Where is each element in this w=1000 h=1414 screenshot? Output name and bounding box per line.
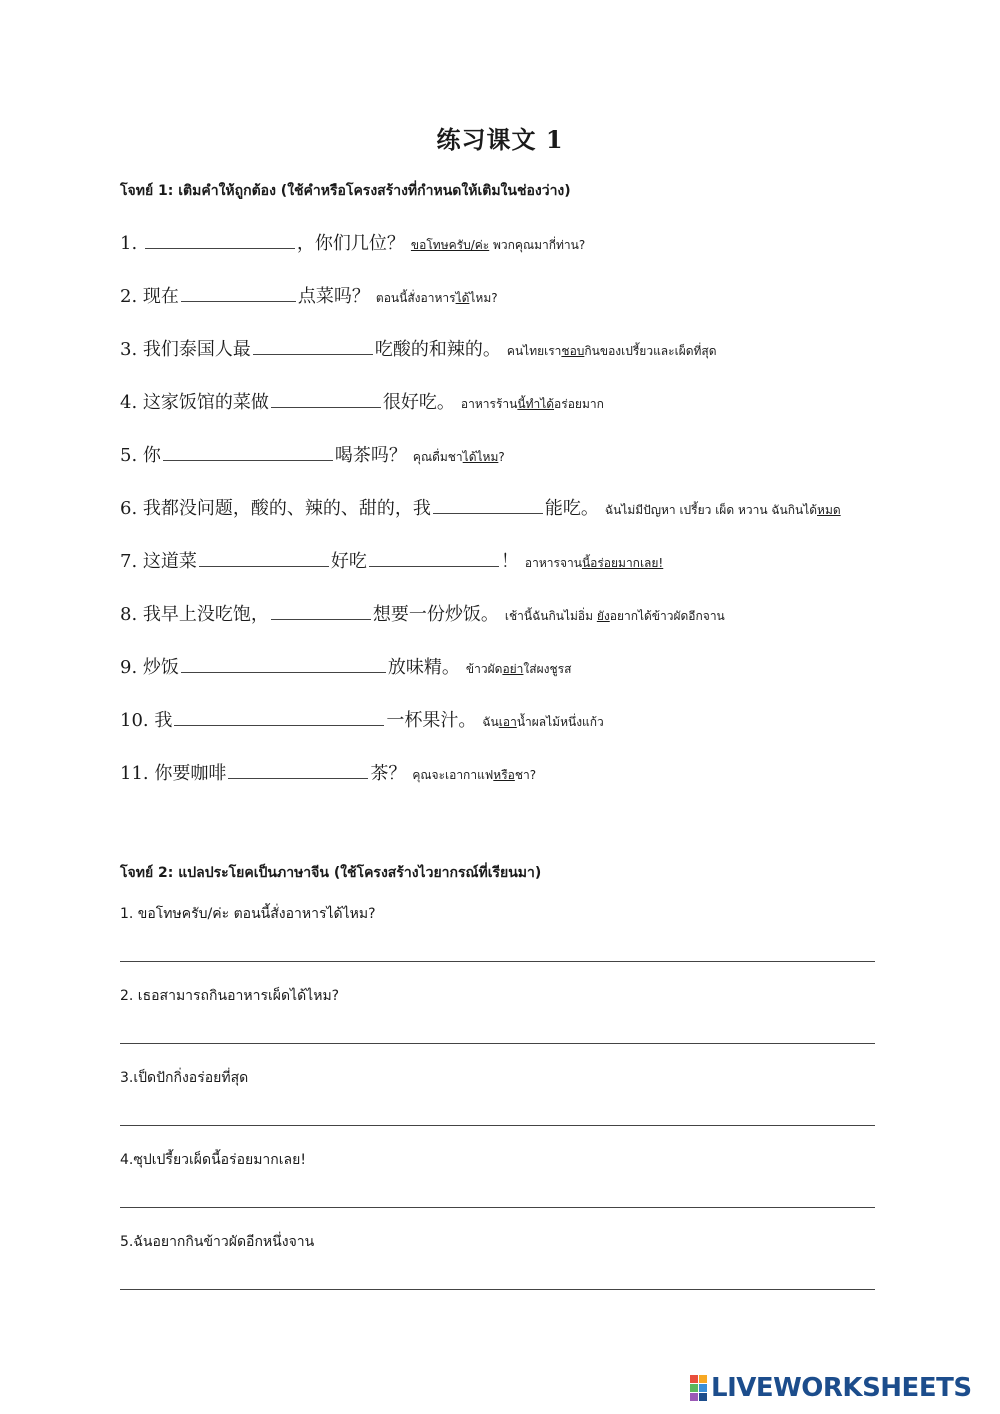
- exercise1-question-4: [120, 389, 604, 416]
- answer-blank[interactable]: [174, 707, 384, 726]
- thai-text: ฉัน: [482, 715, 499, 729]
- question-number: 11.: [120, 763, 149, 784]
- thai-text: อร่อยมาก: [554, 397, 604, 411]
- answer-blank[interactable]: [181, 654, 386, 673]
- thai-keyword: ได้ไหม: [462, 450, 499, 464]
- thai-translation: [412, 768, 536, 782]
- question-text-before: 现在: [142, 286, 179, 307]
- question-text-after: 喝茶吗？: [334, 445, 407, 466]
- question-number: 3.: [120, 339, 138, 360]
- answer-blank[interactable]: [271, 601, 371, 620]
- answer-blank[interactable]: [163, 442, 333, 461]
- thai-keyword: ยัง: [596, 609, 610, 623]
- exercise1-heading: โจทย์ 1: เติมคำให้ถูกต้อง (ใช้คำหรือโครงสร้างที่กำหนดให้เติมในช่องว่าง): [120, 183, 571, 199]
- logo-square: [690, 1375, 698, 1383]
- thai-text: คุณจะเอากาแฟ: [412, 768, 494, 782]
- logo-square: [690, 1384, 698, 1392]
- logo-icon: [690, 1375, 707, 1401]
- exercise1-question-3: [120, 336, 717, 363]
- liveworksheets-logo: [690, 1373, 972, 1403]
- exercise1-question-11: [120, 760, 536, 787]
- translation-question-5: 5.ฉันอยากกินข้าวผัดอีกหนึ่งจาน: [120, 1234, 315, 1250]
- question-text-before: 这家饭馆的菜做: [142, 392, 269, 413]
- thai-translation: [461, 397, 604, 411]
- thai-text: คนไทยเรา: [506, 344, 562, 358]
- thai-text: ฉันไม่มีปัญหา เปรี้ยว เผ็ด หวาน ฉันกินได้: [604, 503, 818, 517]
- question-number: 7.: [120, 551, 138, 572]
- logo-square: [690, 1393, 698, 1401]
- thai-text: ตอนนี้สั่งอาหาร: [375, 291, 456, 305]
- thai-keyword: หรือ: [493, 768, 515, 782]
- thai-text: อาหารจาน: [524, 556, 582, 570]
- question-text-after: 想要一份炒饭。: [372, 604, 499, 625]
- answer-blank[interactable]: [271, 389, 381, 408]
- question-text-middle: 好吃: [330, 551, 367, 572]
- question-number: 9.: [120, 657, 138, 678]
- thai-text: อยากได้ข้าวผัดอีกจาน: [609, 609, 725, 623]
- question-text-after: ，你们几位？: [296, 233, 405, 254]
- thai-text: น้ำผลไม้หนึ่งแก้ว: [516, 715, 604, 729]
- thai-translation: [505, 609, 725, 623]
- thai-translation: [376, 291, 498, 305]
- question-number: 6.: [120, 498, 138, 519]
- thai-keyword: ได้: [455, 291, 470, 305]
- exercise1-question-9: [120, 654, 571, 681]
- thai-text: พวกคุณมากี่ท่าน?: [489, 238, 586, 252]
- question-text-after: 能吃。: [544, 498, 599, 519]
- answer-line[interactable]: [120, 1043, 875, 1044]
- question-text-after: 点菜吗？: [297, 286, 370, 307]
- answer-line[interactable]: [120, 1125, 875, 1126]
- thai-text: ?: [498, 450, 505, 464]
- answer-blank[interactable]: [369, 548, 499, 567]
- translation-question-2: 2. เธอสามารถกินอาหารเผ็ดได้ไหม?: [120, 988, 340, 1004]
- question-text-after: 吃酸的和辣的。: [374, 339, 501, 360]
- answer-line[interactable]: [120, 1207, 875, 1208]
- exercise1-question-1: [120, 230, 585, 257]
- question-text-after: 很好吃。: [382, 392, 455, 413]
- question-text-before: 我早上没吃饱，: [142, 604, 269, 625]
- thai-keyword: ขอโทษครับ/ค่ะ: [410, 238, 490, 252]
- exercise1-question-7: [120, 548, 663, 575]
- question-text-before: 我都没问题，酸的、辣的、甜的，我: [142, 498, 431, 519]
- answer-blank[interactable]: [228, 760, 368, 779]
- exercise1-question-8: [120, 601, 725, 628]
- question-number: 2.: [120, 286, 138, 307]
- logo-square: [699, 1384, 707, 1392]
- question-text-after: 茶？: [370, 763, 407, 784]
- answer-blank[interactable]: [199, 548, 329, 567]
- logo-square: [699, 1375, 707, 1383]
- thai-text: อาหารร้าน: [460, 397, 518, 411]
- answer-blank[interactable]: [253, 336, 373, 355]
- thai-text: เช้านี้ฉันกินไม่อิ่ม: [504, 609, 597, 623]
- thai-translation: [525, 556, 663, 570]
- thai-keyword: ชอบ: [561, 344, 585, 358]
- translation-question-1: 1. ขอโทษครับ/ค่ะ ตอนนี้สั่งอาหารได้ไหม?: [120, 906, 376, 922]
- thai-keyword: นี้อร่อยมากเลย!: [581, 556, 664, 570]
- thai-translation: [482, 715, 603, 729]
- question-number: 8.: [120, 604, 138, 625]
- answer-line[interactable]: [120, 1289, 875, 1290]
- question-text-before: 这道菜: [142, 551, 197, 572]
- thai-translation: [605, 503, 841, 517]
- answer-line[interactable]: [120, 961, 875, 962]
- exercise1-question-2: [120, 283, 498, 310]
- answer-blank[interactable]: [433, 495, 543, 514]
- question-number: 10.: [120, 710, 149, 731]
- thai-translation: [411, 238, 585, 252]
- thai-text: ใส่ผงชูรส: [523, 662, 572, 676]
- thai-translation: [413, 450, 505, 464]
- answer-blank[interactable]: [181, 283, 296, 302]
- question-text-before: 你要咖啡: [154, 763, 227, 784]
- brand-text: LIVEWORKSHEETS: [711, 1373, 972, 1403]
- translation-question-3: 3.เป็ดปักกิ่งอร่อยที่สุด: [120, 1070, 249, 1086]
- exercise1-question-5: [120, 442, 505, 469]
- thai-translation: [466, 662, 572, 676]
- answer-blank[interactable]: [145, 230, 295, 249]
- question-number: 5.: [120, 445, 138, 466]
- question-number: 1.: [120, 233, 138, 254]
- question-text-before: 炒饭: [142, 657, 179, 678]
- exercise1-question-6: [120, 495, 841, 522]
- page-title: 练习课文 1: [436, 125, 564, 154]
- logo-square: [699, 1393, 707, 1401]
- translation-question-4: 4.ซุปเปรี้ยวเผ็ดนี้อร่อยมากเลย!: [120, 1152, 306, 1168]
- question-text-before: 你: [142, 445, 161, 466]
- question-text-before: 我: [154, 710, 173, 731]
- thai-keyword: อย่า: [502, 662, 524, 676]
- thai-text: ไหม?: [469, 291, 498, 305]
- thai-keyword: หมด: [817, 503, 841, 517]
- thai-translation: [507, 344, 717, 358]
- thai-keyword: เอา: [498, 715, 517, 729]
- question-text-after: 一杯果汁。: [386, 710, 477, 731]
- question-text-after: ！: [500, 551, 519, 572]
- thai-text: ข้าวผัด: [465, 662, 503, 676]
- thai-keyword: นี้ทำได้: [517, 397, 555, 411]
- question-number: 4.: [120, 392, 138, 413]
- exercise2-heading: โจทย์ 2: แปลประโยคเป็นภาษาจีน (ใช้โครงสร้างไวยากรณ์ที่เรียนมา): [120, 865, 542, 881]
- question-text-after: 放味精。: [387, 657, 460, 678]
- question-text-before: 我们泰国人最: [142, 339, 251, 360]
- thai-text: ชา?: [514, 768, 537, 782]
- thai-text: กินของเปรี้ยวและเผ็ดที่สุด: [584, 344, 717, 358]
- exercise1-question-10: [120, 707, 604, 734]
- thai-text: คุณดื่มชา: [412, 450, 463, 464]
